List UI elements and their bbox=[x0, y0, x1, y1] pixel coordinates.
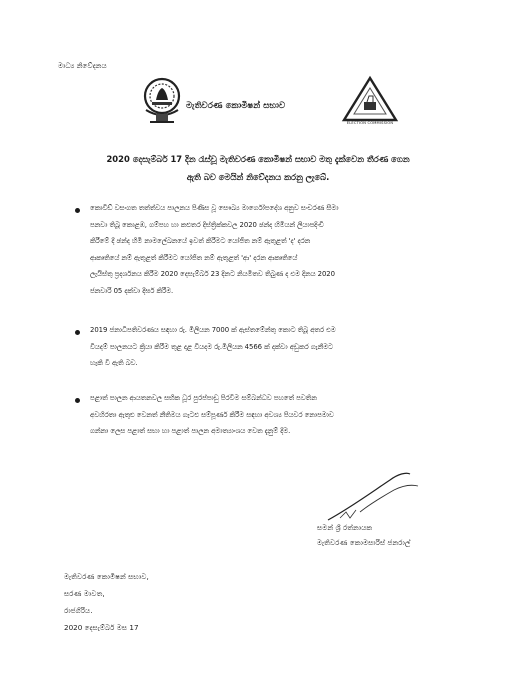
bullet-point bbox=[75, 330, 80, 335]
signature-block bbox=[317, 520, 410, 550]
point-1-line: ලැයිස්තු ප්‍රදර්ශනය කිරීම 2020 දෙසැම්බර් 23 දිනට නියමිතව තිබුණ ද එම දිනය 2020 bbox=[90, 270, 335, 279]
point-1-line: ආකෘතියේ නම් ඇතුළත් කිරීමට යෝජිත නම් ඇතුළත් 'ආ' දරන ආකෘතියේ bbox=[90, 253, 298, 262]
point-1-line: කිරීමේ දී ඡන්ද හිමි නාමලේඛනයේ ඉවත් කිරීමට යෝජිත නම් ඇතුළත් 'ද' දරන bbox=[90, 237, 311, 246]
address-block bbox=[64, 568, 149, 636]
logo-caption: ELECTION COMMISSION bbox=[346, 121, 394, 125]
national-emblem-icon bbox=[142, 76, 182, 128]
point-1 bbox=[90, 200, 338, 300]
bullet-point bbox=[75, 398, 80, 403]
address-date: 2020 දෙසැම්බර් මස 17 bbox=[64, 623, 139, 632]
point-3 bbox=[90, 390, 334, 440]
organization-title: මැතිවරණ කොමිෂන් සභාව bbox=[186, 101, 286, 111]
media-release-label: මාධ්‍ය නිවේදනය bbox=[58, 61, 107, 70]
address-line: සරණ මාවත, bbox=[64, 589, 105, 598]
signature-icon bbox=[320, 468, 440, 528]
signatory-name: සමන් ශ්‍රී රත්නායක bbox=[317, 523, 373, 532]
heading-line-1: 2020 දෙසැම්බර් 17 දින රැස්වූ මැතිවරණ කොමිෂන් සභාව මතු දැක්වෙන තීරණ ගෙන bbox=[106, 154, 410, 164]
point-3-line: ගන්නා ලෙස පළාත් සභා හා පළාත් පාලන අමාත්‍යාංශය වෙත දැනුම් දීම. bbox=[90, 427, 291, 436]
signatory-designation: මැතිවරණ කොමසාරිස් ජනරාල් bbox=[317, 538, 411, 547]
point-1-line: පනවා තිබූ කොළඹ, ගම්පහ හා කළුතර දිස්ත්‍රික්කවල 2020 ඡන්ද හිමියන් ලියාපදිංචි bbox=[90, 220, 324, 229]
address-line: මැතිවරණ කොමිෂන් සභාව, bbox=[64, 572, 149, 581]
point-2-line: 2019 ජනාධිපතිවරණය සඳහා රු. මිලියන 7000 ක් ඇස්තමේන්තු කොට තිබූ අතර එම bbox=[90, 326, 336, 334]
point-1-line: කොවිඩ් වසංගත තත්ත්වය පාලනය පිණිස වූ සෞඛ්‍ය මාර්ගෝපදේශ අනුව සංචරණ සීමා bbox=[90, 204, 339, 212]
heading-line-2: ඇති බව මෙයින් නිවේදනය කරනු ලැබේ. bbox=[186, 172, 330, 182]
point-2-line: හැකි වී ඇති බව. bbox=[90, 359, 138, 368]
bullet-point bbox=[75, 208, 80, 213]
point-1-line: ජනවාරි 05 දක්වා දීර්ඝ කිරීම. bbox=[90, 286, 174, 295]
point-2-line: වියදම් පාලනයට ක්‍රියා කිරීම තුළ දළ වියදම රු.මිලියන 4566 ක් දක්වා අඩුකර ගැනීමට bbox=[90, 342, 333, 351]
election-commission-logo bbox=[340, 74, 400, 130]
address-line: රාජගිරිය. bbox=[64, 606, 93, 615]
point-3-line: පළාත් පාලන ආයතනවල සභික ධූර පුරප්පාඩු පිරවීම සම්බන්ධව පහතේ පවතින bbox=[90, 394, 317, 402]
point-2 bbox=[90, 322, 336, 372]
point-3-line: අවහිරතා ඇතුළු වෙනත් නීතිමය ගැටළු සම්පූර්ණ කිරීම සඳහා අවශ්‍ය පියවර නොපමාව bbox=[90, 410, 334, 419]
